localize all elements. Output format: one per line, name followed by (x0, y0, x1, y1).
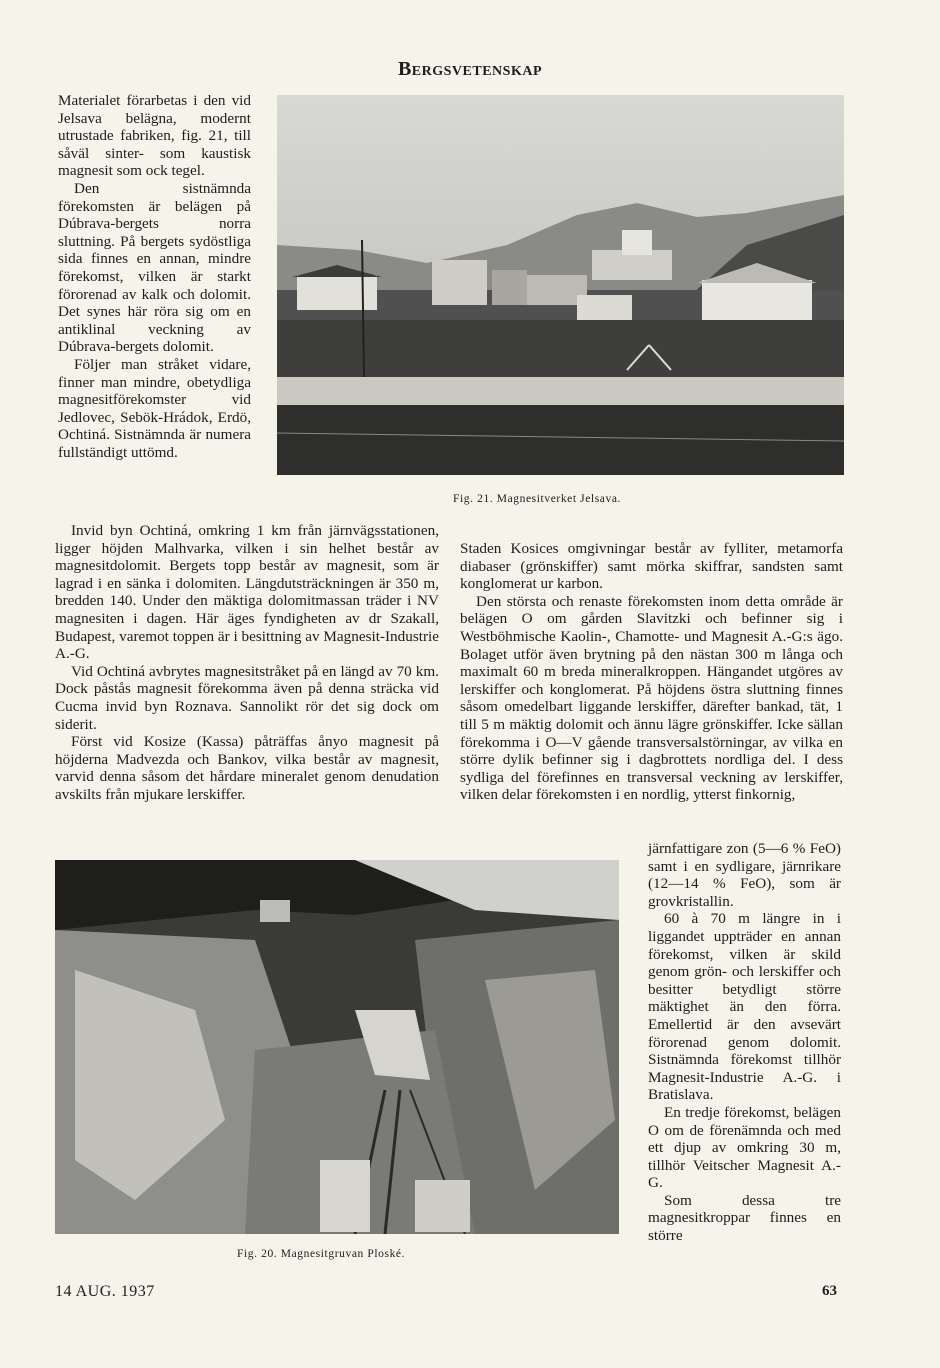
paragraph: Den sistnämnda förekomsten är belägen på Dúbrava-bergets norra sluttning. På bergets sydöstliga sida finnes en annan, mindre förekomst, vilken är starkt förorenad av kalk och dolomit. Det synes här röra sig om en antiklinal veckning av Dúbrava-bergets dolomit. (58, 179, 251, 356)
figure-21-caption: Fig. 21. Magnesitverket Jelsava. (453, 493, 622, 505)
paragraph: En tredje förekomst, belägen O om de förenämnda och med ett djup av omkring 30 m, tillhör Veitscher Magnesit A.-G. (648, 1103, 841, 1192)
paragraph: Först vid Kosize (Kassa) påträffas ånyo magnesit på höjderna Madvezda och Bankov, vilka består av magnesit, varvid denna såsom det hårdare mineralet genom denudation avskilts från mjukare lerskiffer. (55, 733, 439, 803)
column-mid-right (460, 540, 843, 804)
column-mid-left (55, 522, 439, 804)
paragraph: Följer man stråket vidare, finner man mindre, obetydliga magnesitförekomster vid Jedlovec, Sebök-Hrádok, Erdö, Ochtiná. Sistnämnda är numera fullständigt uttömd. (58, 355, 251, 461)
page-header: Bergsvetenskap (397, 58, 543, 80)
paragraph: Som dessa tre magnesitkroppar finnes en större (648, 1191, 841, 1245)
quarry-image (55, 860, 619, 1234)
paragraph: Vid Ochtiná avbrytes magnesitstråket på en längd av 70 km. Dock påstås magnesit förekomma även på denna sträcka vid Cucma invid byn Roznava. Sannolikt rör det sig dock om siderit. (55, 662, 439, 733)
column-bottom-right (648, 840, 841, 1245)
paragraph: Staden Kosices omgivningar består av fylliter, metamorfa diabaser (grönskiffer) samt mörka skiffrar, sandsten samt konglomerat ur karbon. (460, 540, 843, 593)
factory-landscape-image (277, 95, 844, 475)
figure-20-caption: Fig. 20. Magnesitgruvan Ploské. (237, 1248, 406, 1260)
paragraph: Den största och renaste förekomsten inom detta område är belägen O om gården Slavitzki och befinner sig i Westböhmische Kaolin-, Chamotte- und Magnesit A.-G:s ägo. Bolaget utför även brytning på den nästan 300 m långa och maximalt 60 m breda mineralkroppen. Hängandet utgöres av lerskiffer och konglomerat. På höjdens östra sluttning finnes såsom omedelbart liggande lerskiffer, därefter bankad, tät, 1 till 5 m mäktig dolomit och ännu lägre grönskiffer. Icke sällan förekomma i O—V gående transversalstörningar, av vilka en större dylik befinner sig i dagbrottets nordliga del. I dess sydliga del förefinnes en transversal veckning av lerskiffer, vilken delar förekomsten i en nordlig, ytterst finkornig, (460, 592, 843, 804)
footer-date: 14 AUG. 1937 (55, 1283, 155, 1300)
paragraph: 60 à 70 m längre in i liggandet uppträder en annan förekomst, vilken är skild genom grön- och lerskiffer och besitter betydligt större mäktighet än den förra. Emellertid är den avsevärt förorenad genom dolomit. Sistnämnda förekomst tillhör Magnesit-Industrie A.-G. i Bratislava. (648, 910, 841, 1104)
paragraph: Invid byn Ochtiná, omkring 1 km från järnvägsstationen, ligger höjden Malhvarka, vilken i sin helhet består av magnesitdolomit. Bergets topp består av magnesit, som är lagrad i en sänka i dolomiten. Längdutsträckningen är 350 m, bredden 140. Under den mäktiga dolomitmassan träder i NV magnesiten i dagen. Här äges fyndigheten av dr Szakall, Budapest, varemot toppen är i besittning av Magnesit-Industrie A.-G. (55, 522, 439, 663)
paragraph: järnfattigare zon (5—6 % FeO) samt i en sydligare, järnrikare (12—14 % FeO), som är grovkristallin. (648, 840, 841, 910)
page-number: 63 (822, 1283, 837, 1299)
figure-21-photo (277, 95, 844, 475)
column-top-left (58, 92, 251, 461)
figure-20-photo (55, 860, 619, 1234)
paragraph: Materialet förarbetas i den vid Jelsava belägna, modernt utrustade fabriken, fig. 21, till såväl sinter- som kaustisk magnesit som ock tegel. (58, 92, 251, 180)
